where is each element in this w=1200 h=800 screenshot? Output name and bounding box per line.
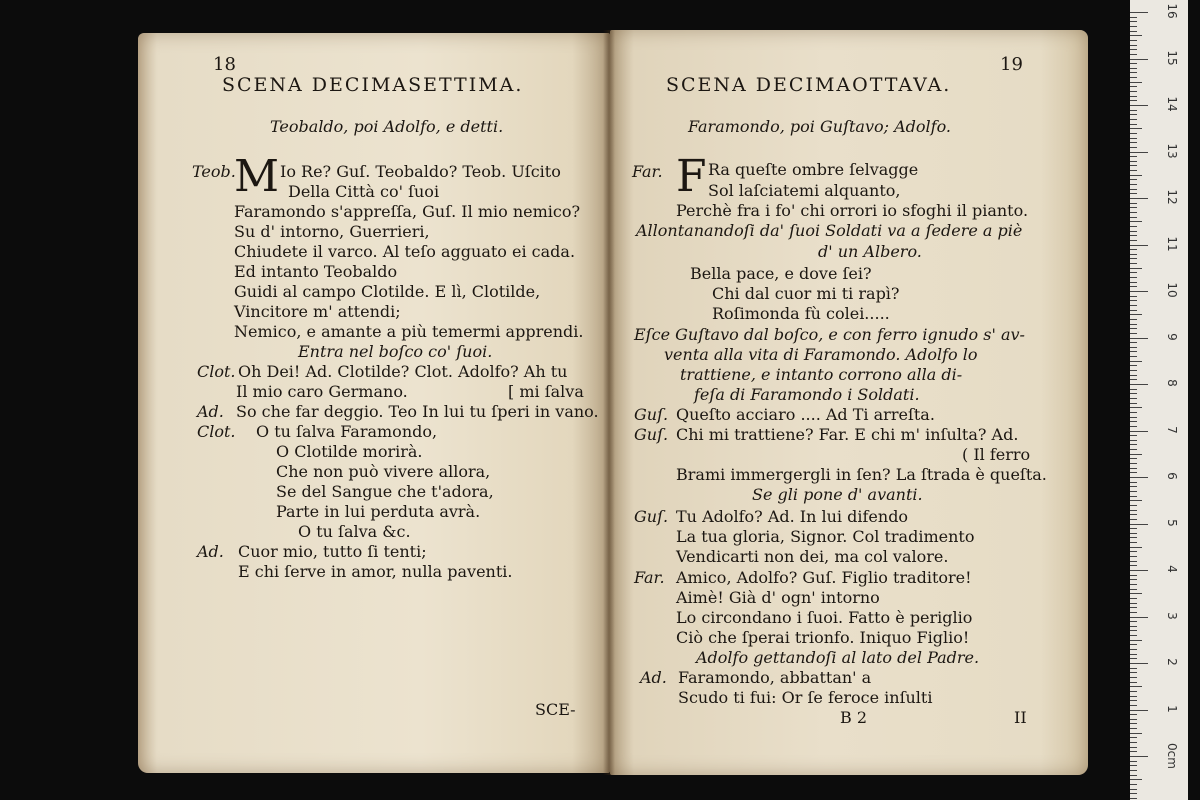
ruler-number: 8 xyxy=(1165,379,1179,387)
ruler-tick xyxy=(1130,217,1137,218)
text-line: Su d' intorno, Guerrieri, xyxy=(234,222,430,241)
ruler-number: 16 xyxy=(1165,3,1179,19)
ruler-tick xyxy=(1130,45,1137,46)
stage-direction: Adolfo gettandoſi al lato del Padre. xyxy=(696,648,980,667)
speaker-label: Ad. xyxy=(640,668,667,687)
ruler-tick xyxy=(1130,482,1137,483)
ruler-tick xyxy=(1130,254,1137,255)
ruler-tick xyxy=(1130,649,1137,650)
speaker-label: Clot. xyxy=(197,362,236,381)
ruler-tick xyxy=(1130,510,1137,511)
ruler-tick xyxy=(1130,756,1148,757)
ruler-tick xyxy=(1130,635,1137,636)
ruler-tick xyxy=(1130,175,1142,176)
text-line: Ciò che ſperai trionfo. Iniquo Figlio! xyxy=(676,628,970,647)
text-line: Scudo ti fui: Or ſe feroce inſulti xyxy=(678,688,933,707)
ruler-tick xyxy=(1130,110,1137,111)
text-line: Aimè! Già d' ogn' intorno xyxy=(676,588,880,607)
speaker-label: Guſ. xyxy=(634,405,669,424)
ruler-tick xyxy=(1130,770,1137,771)
ruler-tick xyxy=(1130,147,1137,148)
ruler-tick xyxy=(1130,133,1137,134)
ruler-tick xyxy=(1130,31,1137,32)
ruler-tick xyxy=(1130,226,1137,227)
ruler-number: 1 xyxy=(1165,704,1179,713)
stage-direction: d' un Albero. xyxy=(818,242,922,261)
ruler-number: 7 xyxy=(1165,425,1179,434)
ruler-tick xyxy=(1130,537,1137,538)
ruler-number: 11 xyxy=(1165,235,1179,252)
ruler-tick xyxy=(1130,351,1137,352)
ruler-tick xyxy=(1130,686,1142,687)
text-line: Faramondo, abbattan' a xyxy=(678,668,872,687)
ruler-tick xyxy=(1130,184,1137,185)
ruler-tick xyxy=(1130,231,1137,232)
text-line: La tua gloria, Signor. Col tradimento xyxy=(676,527,975,546)
ruler-tick xyxy=(1130,398,1137,399)
text-line: Queſto acciaro .... Ad Ti arreſta. xyxy=(676,405,935,424)
ruler-tick xyxy=(1130,124,1137,125)
text-line: Ra queſte ombre ſelvagge xyxy=(708,160,919,179)
ruler-tick xyxy=(1130,96,1137,97)
ruler-tick xyxy=(1130,384,1148,385)
text-line: O tu ſalva Faramondo, xyxy=(256,422,438,441)
catchword-left: SCE- xyxy=(535,700,576,719)
text-line: Lo circondano i ſuoi. Fatto è periglio xyxy=(676,608,973,627)
ruler-tick xyxy=(1130,486,1137,487)
ruler-tick xyxy=(1130,12,1148,13)
speaker-label: Far. xyxy=(632,162,663,181)
ruler-number: 13 xyxy=(1165,142,1179,159)
ruler-tick xyxy=(1130,21,1137,22)
ruler-tick xyxy=(1130,333,1137,334)
ruler-tick xyxy=(1130,189,1137,190)
speaker-label: Ad. xyxy=(197,402,224,421)
stage-direction: Entra nel boſco co' ſuoi. xyxy=(298,342,493,361)
ruler-number: 5 xyxy=(1165,518,1179,527)
ruler-tick xyxy=(1130,263,1137,264)
ruler-tick xyxy=(1130,277,1137,278)
ruler-tick xyxy=(1130,370,1137,371)
book-gutter xyxy=(603,30,615,775)
ruler-tick xyxy=(1130,203,1137,204)
text-line: Bella pace, e dove ſei? xyxy=(690,264,872,283)
ruler-tick xyxy=(1130,440,1137,441)
ruler-tick xyxy=(1130,161,1137,162)
ruler-tick xyxy=(1130,291,1148,292)
ruler-tick xyxy=(1130,193,1137,194)
ruler-tick xyxy=(1130,114,1137,115)
ruler-tick xyxy=(1130,49,1137,50)
ruler-tick xyxy=(1130,496,1137,497)
ruler-tick xyxy=(1130,556,1137,557)
ruler-tick xyxy=(1130,324,1137,325)
signature-mark: B 2 xyxy=(840,708,868,727)
text-line: Roſimonda fù colei..... xyxy=(712,304,890,323)
ruler-tick xyxy=(1130,342,1137,343)
ruler-tick xyxy=(1130,86,1137,87)
ruler-tick xyxy=(1130,82,1142,83)
ruler-tick xyxy=(1130,719,1137,720)
text-line: Vincitore m' attendi; xyxy=(234,302,401,321)
characters-right: Faramondo, poi Guſtavo; Adolfo. xyxy=(688,117,952,136)
ruler-tick xyxy=(1130,589,1137,590)
ruler-tick xyxy=(1130,528,1137,529)
ruler-tick xyxy=(1130,779,1142,780)
text-line: Che non può vivere allora, xyxy=(276,462,491,481)
ruler-tick xyxy=(1130,710,1148,711)
ruler-tick xyxy=(1130,691,1137,692)
ruler-tick xyxy=(1130,63,1137,64)
text-line: [ mi ſalva xyxy=(508,382,584,401)
ruler-tick xyxy=(1130,235,1137,236)
ruler-tick xyxy=(1130,417,1137,418)
ruler-number: 4 xyxy=(1165,565,1179,573)
text-line: Se del Sangue che t'adora, xyxy=(276,482,494,501)
stage-direction: Eſce Guſtavo dal boſco, e con ferro ignudo s' av- xyxy=(634,325,1025,344)
ruler-tick xyxy=(1130,584,1137,585)
text-line: E chi ſerve in amor, nulla paventi. xyxy=(238,562,513,581)
ruler-tick xyxy=(1130,682,1137,683)
ruler-tick xyxy=(1130,579,1137,580)
ruler-tick xyxy=(1130,170,1137,171)
ruler-tick xyxy=(1130,663,1148,664)
ruler-tick xyxy=(1130,542,1137,543)
ruler-tick xyxy=(1130,723,1137,724)
ruler-tick xyxy=(1130,375,1137,376)
stage-direction: Se gli pone d' avanti. xyxy=(752,485,923,504)
ruler-tick xyxy=(1130,444,1137,445)
ruler-tick xyxy=(1130,54,1137,55)
ruler-tick xyxy=(1130,514,1137,515)
text-line: Tu Adolfo? Ad. In lui difendo xyxy=(676,507,909,526)
ruler-tick xyxy=(1130,733,1142,734)
stage-direction: venta alla vita di Faramondo. Adolfo lo xyxy=(664,345,978,364)
text-line: Chiudete il varco. Al teſo agguato ei cada. xyxy=(234,242,576,261)
ruler-number: 12 xyxy=(1165,189,1179,205)
ruler-number: 14 xyxy=(1165,96,1179,112)
ruler-tick xyxy=(1130,547,1142,548)
ruler-tick xyxy=(1130,575,1137,576)
stage-direction: Allontanandoſi da' ſuoi Soldati va a ſedere a piè xyxy=(636,221,1023,240)
ruler-tick xyxy=(1130,379,1137,380)
text-line: Chi dal cuor mi ti rapì? xyxy=(712,284,900,303)
ruler-tick xyxy=(1130,300,1137,301)
measuring-ruler xyxy=(1130,0,1188,800)
ruler-tick xyxy=(1130,338,1148,339)
ruler-tick xyxy=(1130,26,1137,27)
text-line: Amico, Adolfo? Guſ. Figlio traditore! xyxy=(676,568,972,587)
scene-title-left: SCENA DECIMASETTIMA. xyxy=(222,74,524,96)
ruler-tick xyxy=(1130,607,1137,608)
speaker-label: Guſ. xyxy=(634,425,669,444)
ruler-tick xyxy=(1130,737,1137,738)
ruler-tick xyxy=(1130,347,1137,348)
ruler-number: 15 xyxy=(1165,49,1179,66)
page-number-left: 18 xyxy=(213,54,236,75)
text-line: Chi mi trattiene? Far. E chi m' inſulta? Ad. xyxy=(676,425,1019,444)
ruler-tick xyxy=(1130,91,1137,92)
stage-direction: trattiene, e intanto corrono alla di- xyxy=(680,365,963,384)
ruler-tick xyxy=(1130,365,1137,366)
ruler-tick xyxy=(1130,551,1137,552)
ruler-tick xyxy=(1130,458,1137,459)
ruler-tick xyxy=(1130,245,1148,246)
ruler-tick xyxy=(1130,565,1137,566)
drop-cap-left: M xyxy=(234,151,280,202)
ruler-tick xyxy=(1130,435,1137,436)
ruler-tick xyxy=(1130,617,1148,618)
speaker-label: Ad. xyxy=(197,542,224,561)
ruler-tick xyxy=(1130,305,1137,306)
ruler-tick xyxy=(1130,221,1142,222)
ruler-tick xyxy=(1130,598,1137,599)
ruler-number: 10 xyxy=(1165,282,1179,298)
ruler-tick xyxy=(1130,286,1137,287)
ruler-tick xyxy=(1130,138,1137,139)
ruler-tick xyxy=(1130,742,1137,743)
ruler-tick xyxy=(1130,500,1142,501)
ruler-tick xyxy=(1130,152,1148,153)
ruler-tick xyxy=(1130,119,1137,120)
text-line: Nemico, e amante a più temermi apprendi. xyxy=(234,322,584,341)
ruler-tick xyxy=(1130,426,1137,427)
ruler-tick xyxy=(1130,700,1137,701)
text-line: Guidi al campo Clotilde. E lì, Clotilde, xyxy=(234,282,541,301)
ruler-tick xyxy=(1130,198,1148,199)
ruler-tick xyxy=(1130,765,1137,766)
text-line: ( Il ferro xyxy=(962,445,1031,464)
ruler-number: 2 xyxy=(1165,658,1179,666)
ruler-tick xyxy=(1130,389,1137,390)
ruler-tick xyxy=(1130,747,1137,748)
ruler-tick xyxy=(1130,519,1137,520)
ruler-tick xyxy=(1130,761,1137,762)
ruler-tick xyxy=(1130,784,1137,785)
ruler-tick xyxy=(1130,165,1137,166)
text-line: Vendicarti non dei, ma col valore. xyxy=(676,547,949,566)
ruler-tick xyxy=(1130,319,1137,320)
ruler-tick xyxy=(1130,477,1148,478)
ruler-tick xyxy=(1130,491,1137,492)
ruler-tick xyxy=(1130,40,1137,41)
ruler-tick xyxy=(1130,668,1137,669)
text-line: Io Re? Guſ. Teobaldo? Teob. Uſcito xyxy=(280,162,561,181)
ruler-tick xyxy=(1130,412,1137,413)
text-line: So che far deggio. Teo In lui tu ſperi in vano. xyxy=(236,402,599,421)
ruler-tick xyxy=(1130,431,1148,432)
speaker-label: Guſ. xyxy=(634,507,669,526)
ruler-tick xyxy=(1130,212,1137,213)
ruler-tick xyxy=(1130,128,1142,129)
ruler-tick xyxy=(1130,644,1137,645)
text-line: Della Città co' ſuoi xyxy=(288,182,440,201)
ruler-tick xyxy=(1130,751,1137,752)
ruler-tick xyxy=(1130,798,1137,799)
ruler-tick xyxy=(1130,403,1137,404)
ruler-number: 6 xyxy=(1165,472,1179,480)
text-line: Sol laſciatemi alquanto, xyxy=(708,181,901,200)
speaker-label: Far. xyxy=(634,568,665,587)
text-line: Parte in lui perduta avrà. xyxy=(276,502,481,521)
ruler-tick xyxy=(1130,156,1137,157)
ruler-tick xyxy=(1130,240,1137,241)
ruler-tick xyxy=(1130,593,1142,594)
ruler-tick xyxy=(1130,407,1142,408)
text-line: Il mio caro Germano. xyxy=(236,382,408,401)
text-line: O tu ſalva &c. xyxy=(298,522,411,541)
speaker-label: Teob. xyxy=(192,162,236,181)
ruler-tick xyxy=(1130,630,1137,631)
ruler-tick xyxy=(1130,17,1137,18)
ruler-tick xyxy=(1130,612,1137,613)
text-line: Oh Dei! Ad. Clotilde? Clot. Adolfo? Ah tu xyxy=(238,362,568,381)
ruler-tick xyxy=(1130,640,1142,641)
ruler-tick xyxy=(1130,361,1142,362)
text-line: Cuor mio, tutto ſi tenti; xyxy=(238,542,427,561)
ruler-tick xyxy=(1130,626,1137,627)
ruler-tick xyxy=(1130,533,1137,534)
ruler-tick xyxy=(1130,705,1137,706)
text-line: Perchè fra i fo' chi orrori io sfoghi il pianto. xyxy=(676,201,1029,220)
ruler-tick xyxy=(1130,421,1137,422)
ruler-tick xyxy=(1130,449,1137,450)
text-line: Faramondo s'appreſſa, Guſ. Il mio nemico? xyxy=(234,202,581,221)
ruler-tick xyxy=(1130,105,1148,106)
ruler-tick xyxy=(1130,472,1137,473)
ruler-tick xyxy=(1130,468,1137,469)
ruler-tick xyxy=(1130,100,1137,101)
ruler-tick xyxy=(1130,454,1142,455)
ruler-tick xyxy=(1130,328,1137,329)
ruler-number: 9 xyxy=(1165,332,1179,341)
text-line: Brami immergergli in ſen? La ſtrada è queſta. xyxy=(676,465,1047,484)
drop-cap-right: F xyxy=(676,151,707,202)
ruler-tick xyxy=(1130,77,1137,78)
ruler-tick xyxy=(1130,142,1137,143)
ruler-tick xyxy=(1130,775,1137,776)
catchword-right: II xyxy=(1014,708,1027,727)
ruler-tick xyxy=(1130,282,1137,283)
ruler-tick xyxy=(1130,463,1137,464)
ruler-tick xyxy=(1130,677,1137,678)
ruler-tick xyxy=(1130,524,1148,525)
ruler-tick xyxy=(1130,728,1137,729)
ruler-tick xyxy=(1130,658,1137,659)
text-line: Ed intanto Teobaldo xyxy=(234,262,398,281)
ruler-tick xyxy=(1130,68,1137,69)
ruler-tick xyxy=(1130,714,1137,715)
ruler-tick xyxy=(1130,258,1137,259)
ruler-tick xyxy=(1130,789,1137,790)
ruler-tick xyxy=(1130,35,1142,36)
ruler-tick xyxy=(1130,59,1148,60)
ruler-number: 3 xyxy=(1165,611,1179,620)
ruler-tick xyxy=(1130,793,1137,794)
ruler-tick xyxy=(1130,310,1137,311)
ruler-tick xyxy=(1130,72,1137,73)
ruler-tick xyxy=(1130,272,1137,273)
speaker-label: Clot. xyxy=(197,422,236,441)
ruler-tick xyxy=(1130,249,1137,250)
characters-left: Teobaldo, poi Adolfo, e detti. xyxy=(270,117,504,136)
ruler-tick xyxy=(1130,393,1137,394)
scene-title-right: SCENA DECIMAOTTAVA. xyxy=(666,74,952,96)
ruler-tick xyxy=(1130,268,1142,269)
ruler-tick xyxy=(1130,179,1137,180)
ruler-tick xyxy=(1130,356,1137,357)
ruler-tick xyxy=(1130,570,1148,571)
ruler-tick xyxy=(1130,654,1137,655)
ruler-tick xyxy=(1130,207,1137,208)
ruler-tick xyxy=(1130,561,1137,562)
ruler-tick xyxy=(1130,672,1137,673)
ruler-tick xyxy=(1130,505,1137,506)
ruler-number: 0cm xyxy=(1165,743,1179,769)
ruler-tick xyxy=(1130,296,1137,297)
page-number-right: 19 xyxy=(1000,54,1023,75)
ruler-tick xyxy=(1130,696,1137,697)
ruler-tick xyxy=(1130,621,1137,622)
text-line: O Clotilde morirà. xyxy=(276,442,423,461)
stage-direction: feſa di Faramondo i Soldati. xyxy=(694,385,920,404)
ruler-tick xyxy=(1130,314,1142,315)
ruler-tick xyxy=(1130,603,1137,604)
